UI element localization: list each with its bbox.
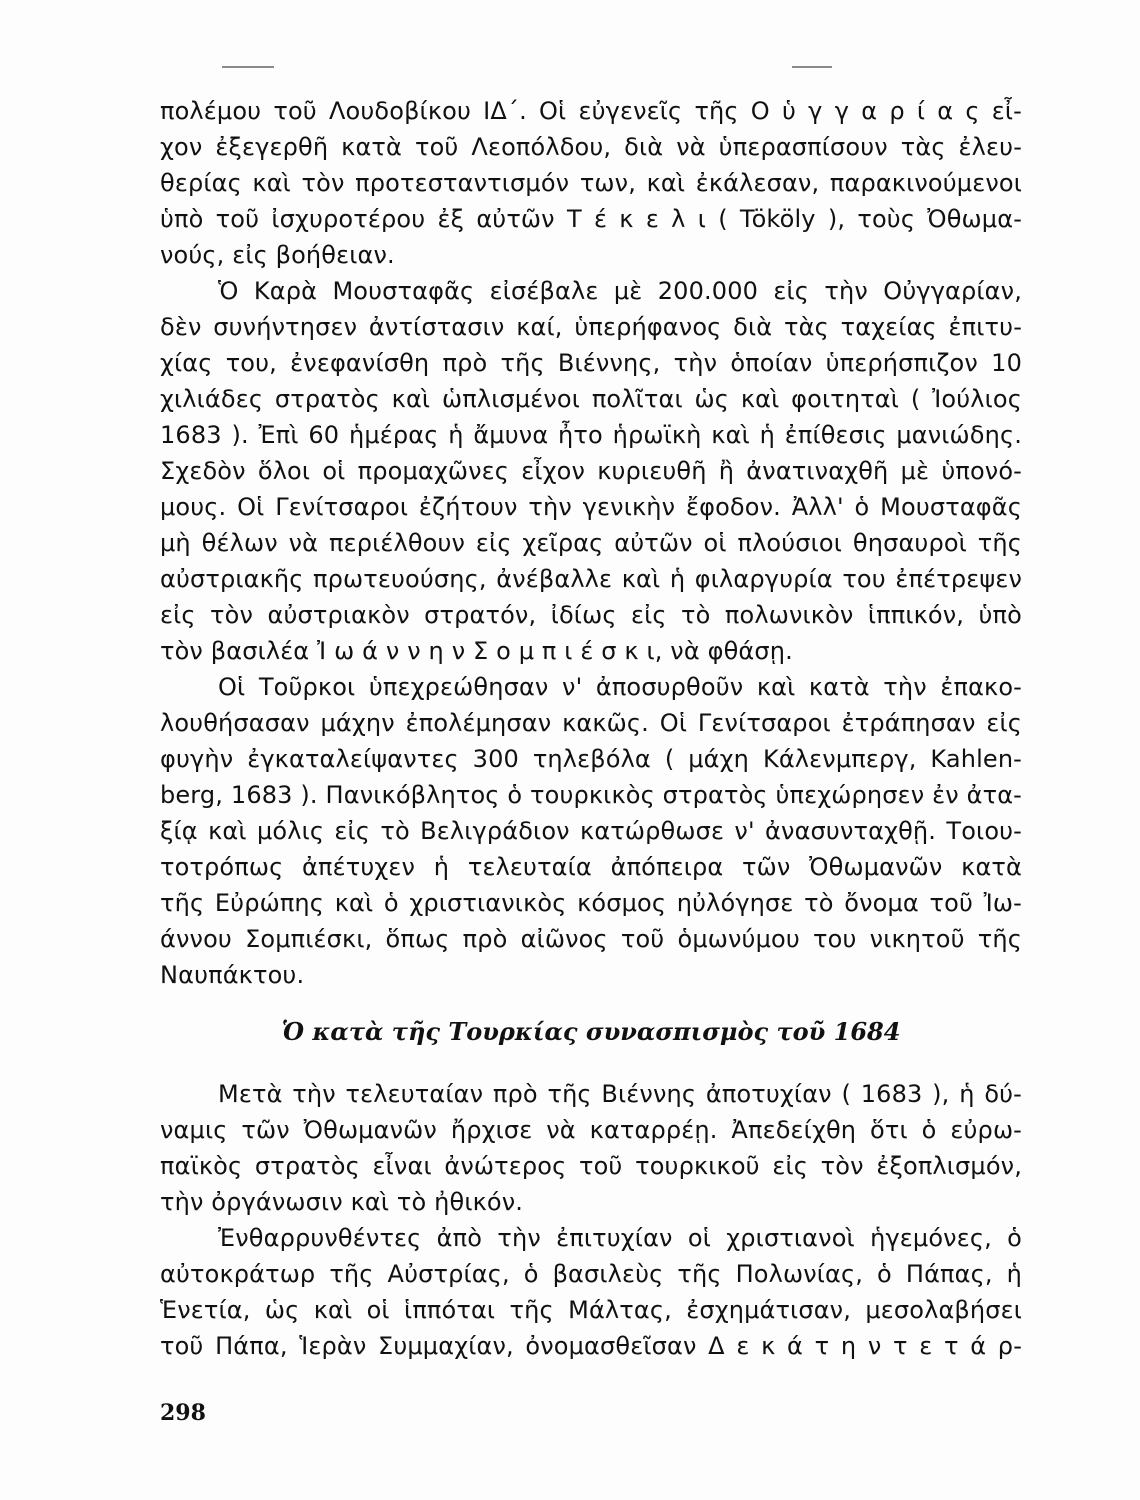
text-line: ξίᾳ καὶ μόλις εἰς τὸ Βελιγράδιον κατώρθωσε ν' ἀνασυνταχθῇ. Τοιου- [160,817,1022,845]
text-line: Ὁ Καρὰ Μουσταφᾶς εἰσέβαλε μὲ 200.000 εἰς τὴν Οὐγγαρίαν, [218,277,1022,305]
paragraph-3 [160,669,1022,993]
text-line: τὸν βασιλέα Ἰ ω ά ν ν η ν Σ ο μ π ι έ σ κ ι, νὰ φθάσῃ. [160,637,793,665]
text-line: Σχεδὸν ὅλοι οἱ προμαχῶνες εἶχον κυριευθῆ ἢ ἀνατιναχθῆ μὲ ὑπονό- [160,457,1022,485]
text-line: τοτρόπως ἀπέτυχεν ἡ τελευταία ἀπόπειρα τῶν Ὀθωμανῶν κατὰ [160,853,1022,881]
paragraph-2 [160,273,1022,669]
body-text-before-heading [160,93,1022,993]
text-line: Ἑνετία, ὡς καὶ οἱ ἱππόται τῆς Μάλτας, ἐσχημάτισαν, μεσολαβήσει [160,1296,1022,1324]
text-line: τῆς Εὐρώπης καὶ ὁ χριστιανικὸς κόσμος ηὐλόγησε τὸ ὄνομα τοῦ Ἰω- [160,889,1022,917]
text-line: Μετὰ τὴν τελευταίαν πρὸ τῆς Βιέννης ἀποτυχίαν ( 1683 ), ἡ δύ- [218,1080,1022,1108]
text-line: άννου Σομπιέσκι, ὅπως πρὸ αἰῶνος τοῦ ὁμωνύμου του νικητοῦ τῆς [160,925,1022,953]
text-line: δὲν συνήντησεν ἀντίστασιν καί, ὑπερήφανος διὰ τὰς ταχείας ἐπιτυ- [160,313,1022,341]
top-rule-right [792,66,832,68]
text-line: berg, 1683 ). Πανικόβλητος ὁ τουρκικὸς στρατὸς ὑπεχώρησεν ἐν ἀτα- [160,781,1022,809]
section-heading: Ὁ κατὰ τῆς Τουρκίας συνασπισμὸς τοῦ 1684 [281,1017,901,1046]
text-line: ναμις τῶν Ὀθωμανῶν ἤρχισε νὰ καταρρέῃ. Ἀπεδείχθη ὅτι ὁ εὐρω- [160,1116,1022,1144]
text-line: αὐστριακῆς πρωτευούσης, ἀνέβαλλε καὶ ἡ φιλαργυρία του ἐπέτρεψεν [160,565,1022,593]
text-line: λουθήσασαν μάχην ἐπολέμησαν κακῶς. Οἱ Γενίτσαροι ἐτράπησαν εἰς [160,709,1022,737]
text-line: πολέμου τοῦ Λουδοβίκου ΙΔ΄. Οἱ εὐγενεῖς τῆς Ο ὑ γ γ α ρ ί α ς εἶ- [160,97,1022,125]
text-line: τοῦ Πάπα, Ἱερὰν Συμμαχίαν, ὀνομασθεῖσαν Δ ε κ ά τ η ν τ ε τ ά ρ- [160,1332,1022,1360]
text-line: Οἱ Τοῦρκοι ὑπεχρεώθησαν ν' ἀποσυρθοῦν καὶ κατὰ τὴν ἐπακο- [218,673,1022,701]
text-line: χον ἐξεγερθῆ κατὰ τοῦ Λεοπόλδου, διὰ νὰ ὑπερασπίσουν τὰς ἐλευ- [160,133,1022,161]
text-line: Ναυπάκτου. [160,961,305,989]
text-line: νούς, εἰς βοήθειαν. [160,241,395,269]
paragraph-4 [160,1076,1022,1220]
top-rule-left [222,66,274,68]
text-line: χιλιάδες στρατὸς καὶ ὡπλισμένοι πολῖται ὡς καὶ φοιτηταὶ ( Ἰούλιος [160,385,1022,413]
text-line: 1683 ). Ἐπὶ 60 ἡμέρας ἡ ἄμυνα ἦτο ἡρωϊκὴ καὶ ἡ ἐπίθεσις μανιώδης. [160,421,1022,449]
text-line: φυγὴν ἐγκαταλείψαντες 300 τηλεβόλα ( μάχη Κάλενμπεργ, Kahlen- [160,745,1022,773]
body-text-after-heading [160,1076,1022,1364]
paragraph-1 [160,93,1022,273]
text-line: Ἐνθαρρυνθέντες ἀπὸ τὴν ἐπιτυχίαν οἱ χριστιανοὶ ἡγεμόνες, ὁ [218,1224,1022,1252]
text-line: χίας του, ἐνεφανίσθη πρὸ τῆς Βιέννης, τὴν ὁποίαν ὑπερήσπιζον 10 [160,349,1022,377]
text-line: μὴ θέλων νὰ περιέλθουν εἰς χεῖρας αὐτῶν οἱ πλούσιοι θησαυροὶ τῆς [160,529,1022,557]
page-number: 298 [160,1400,206,1426]
text-line: θερίας καὶ τὸν προτεσταντισμόν των, καὶ ἐκάλεσαν, παρακινούμενοι [160,169,1022,197]
text-line: τὴν ὀργάνωσιν καὶ τὸ ἠθικόν. [160,1188,524,1216]
text-line: μους. Οἱ Γενίτσαροι ἐζήτουν τὴν γενικὴν ἔφοδον. Ἀλλ' ὁ Μουσταφᾶς [160,493,1022,521]
paragraph-5 [160,1220,1022,1364]
text-line: εἰς τὸν αὐστριακὸν στρατόν, ἰδίως εἰς τὸ πολωνικὸν ἱππικόν, ὑπὸ [160,601,1022,629]
text-line: ὑπὸ τοῦ ἰσχυροτέρου ἐξ αὐτῶν Τ έ κ ε λ ι ( Tököly ), τοὺς Ὀθωμα- [160,205,1022,233]
text-line: αὐτοκράτωρ τῆς Αὐστρίας, ὁ βασιλεὺς τῆς Πολωνίας, ὁ Πάπας, ἡ [160,1260,1022,1288]
text-line: παϊκὸς στρατὸς εἶναι ἀνώτερος τοῦ τουρκικοῦ εἰς τὸν ἐξοπλισμόν, [160,1152,1022,1180]
